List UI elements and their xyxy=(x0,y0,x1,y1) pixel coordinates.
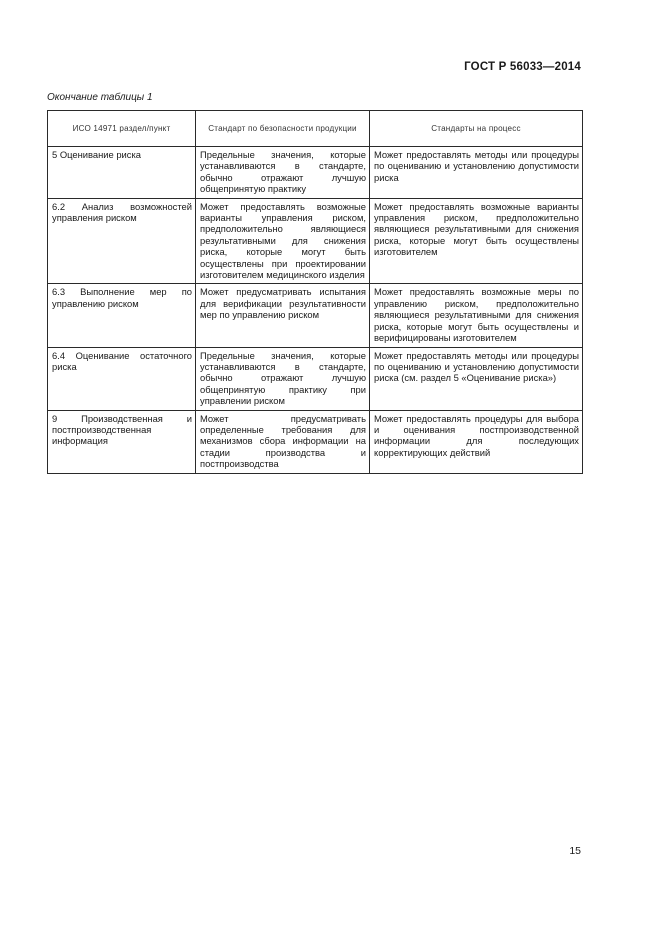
cell-clause: 6.3 Выполнение мер по управлению риском xyxy=(48,284,196,347)
cell-product-standard: Может предусматривать определенные требования для механизмов сбора информации на стадии производства и постпроизводства xyxy=(196,410,370,473)
cell-product-standard: Может предоставлять возможные варианты управления риском, предположительно являющиеся результативными для снижения риска, которые могут быть осуществлены при проектировании изготовителем медицинского изделия xyxy=(196,198,370,284)
page-number: 15 xyxy=(569,845,581,857)
cell-product-standard: Предельные значения, которые устанавливаются в стандарте, обычно отражают лучшую общепринятую практику при управлении риском xyxy=(196,347,370,410)
cell-clause: 9 Производственная и постпроизводственная информация xyxy=(48,410,196,473)
column-header-process-standard: Стандарты на процесс xyxy=(370,111,583,147)
table-header-row xyxy=(48,111,583,147)
cell-clause: 6.2 Анализ возможностей управления риском xyxy=(48,198,196,284)
cell-process-standard: Может предоставлять методы или процедуры по оцениванию и установлению допустимости риска (см. раздел 5 «Оценивание риска») xyxy=(370,347,583,410)
table-row xyxy=(48,284,583,347)
cell-process-standard: Может предоставлять возможные меры по управлению риском, предположительно являющиеся результативными для снижения риска, которые могут быть осуществлены и верифицированы изготовителем xyxy=(370,284,583,347)
table-caption: Окончание таблицы 1 xyxy=(47,92,153,103)
document-code: ГОСТ Р 56033—2014 xyxy=(464,61,581,73)
cell-product-standard: Предельные значения, которые устанавливаются в стандарте, обычно отражают лучшую общепринятую практику xyxy=(196,147,370,199)
cell-clause: 5 Оценивание риска xyxy=(48,147,196,199)
cell-clause: 6.4 Оценивание остаточного риска xyxy=(48,347,196,410)
cell-process-standard: Может предоставлять методы или процедуры по оцениванию и установлению допустимости риска xyxy=(370,147,583,199)
table-row xyxy=(48,147,583,199)
standards-table xyxy=(47,110,583,474)
cell-product-standard: Может предусматривать испытания для верификации результативности мер по управлению риском xyxy=(196,284,370,347)
table-row xyxy=(48,198,583,284)
table-row xyxy=(48,347,583,410)
column-header-product-standard: Стандарт по безопасности продукции xyxy=(196,111,370,147)
column-header-clause: ИСО 14971 раздел/пункт xyxy=(48,111,196,147)
cell-process-standard: Может предоставлять возможные варианты управления риском, предположительно являющиеся результативными для снижения риска, которые могут быть осуществлены изготовителем xyxy=(370,198,583,284)
cell-process-standard: Может предоставлять процедуры для выбора и оценивания постпроизводственной информации для последующих корректирующих действий xyxy=(370,410,583,473)
table-row xyxy=(48,410,583,473)
